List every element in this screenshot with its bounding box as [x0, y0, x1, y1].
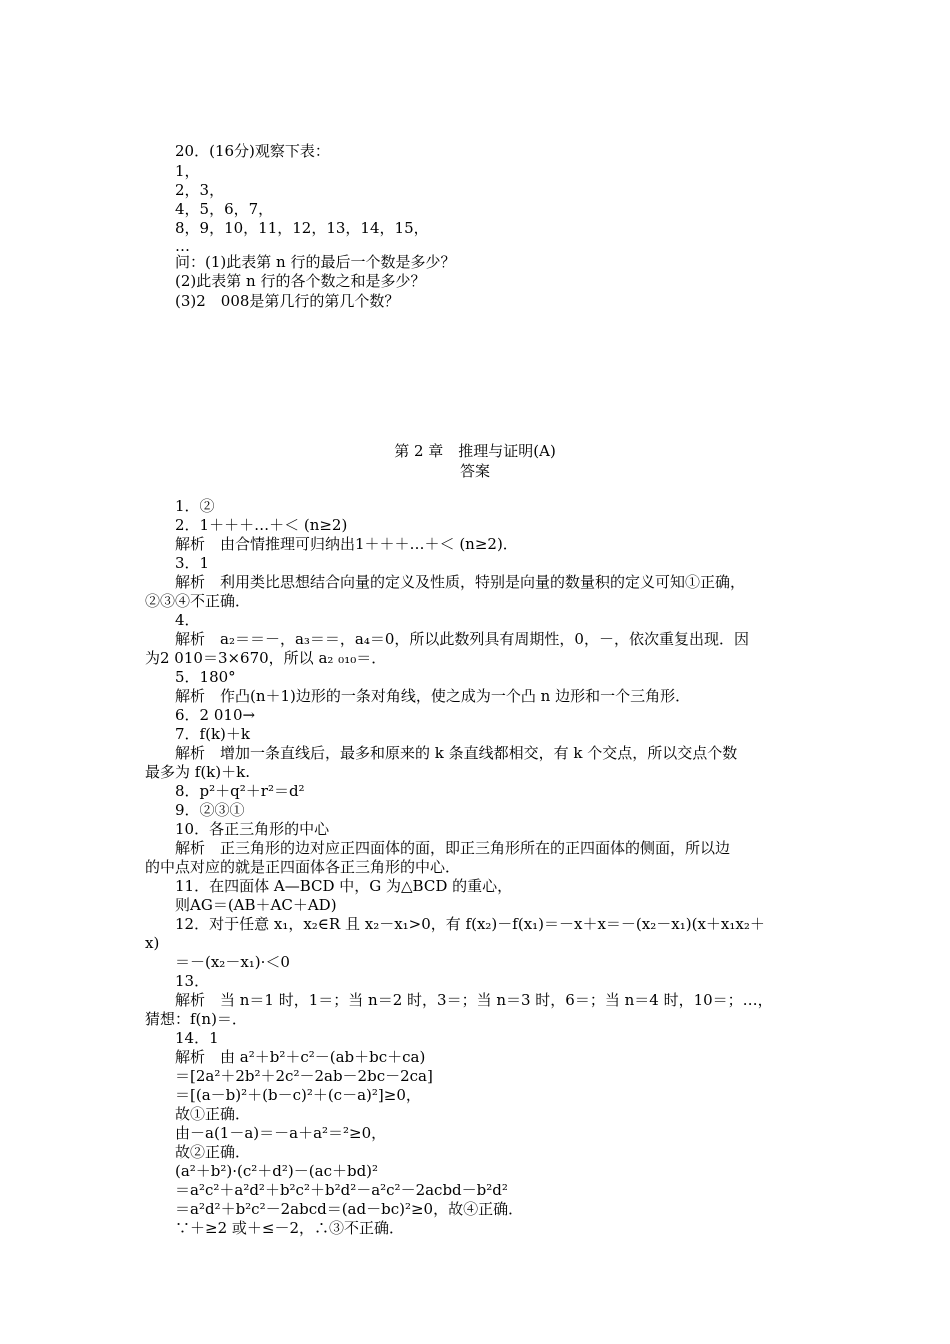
answer-line: 为2 010＝3×670，所以 a₂ ₀₁₀＝．	[145, 649, 387, 667]
answer-line: 8．p²＋q²＋r²＝d²	[175, 782, 305, 800]
answer-line: 10．各正三角形的中心	[175, 820, 330, 838]
answer-line: 1．②	[175, 497, 215, 515]
answer-line: 则AG＝(AB＋AC＋AD)	[175, 896, 337, 914]
answer-line: 解析 当 n＝1 时，1＝；当 n＝2 时，3＝；当 n＝3 时，6＝；当 n＝4 时，10＝；…，	[175, 991, 773, 1009]
question-3: (3)2 008是第几行的第几个数？	[175, 292, 400, 310]
table-row-ellipsis: …	[175, 237, 190, 255]
answer-line: ＝[2a²＋2b²＋2c²－2ab－2bc－2ca]	[175, 1067, 433, 1085]
answer-line: 解析 利用类比思想结合向量的定义及性质，特别是向量的数量积的定义可知①正确，	[175, 573, 746, 591]
question-2: (2)此表第 n 行的各个数之和是多少？	[175, 272, 426, 290]
answer-line: 解析 由 a²＋b²＋c²－(ab＋bc＋ca)	[175, 1048, 426, 1066]
answer-line: 解析 正三角形的边对应正四面体的面，即正三角形所在的正四面体的侧面，所以边	[175, 839, 731, 857]
answer-line: 9．②③①	[175, 801, 245, 819]
table-row-4: 8，9，10，11，12，13，14，15，	[175, 219, 429, 237]
answer-line: 的中点对应的就是正四面体各正三角形的中心．	[145, 858, 461, 876]
answer-line: 3．1	[175, 554, 210, 572]
answers-title: 答案	[459, 462, 490, 480]
chapter-title: 第 2 章 推理与证明(A)	[394, 442, 556, 460]
answer-line: 解析 a₂＝＝－，a₃＝＝，a₄＝0，所以此数列具有周期性，0，－，依次重复出现．因	[175, 630, 749, 648]
answer-line: ＝[(a－b)²＋(b－c)²＋(c－a)²]≥0，	[175, 1086, 421, 1104]
answer-line: 5．180°	[175, 668, 236, 686]
answer-line: 解析 由合情推理可归纳出1＋＋＋…＋＜ (n≥2)．	[175, 535, 518, 553]
answer-line: 6．2 010→	[175, 706, 256, 724]
answer-line: 7．f(k)＋k	[175, 725, 250, 743]
answer-line: 12．对于任意 x₁，x₂∈R 且 x₂－x₁>0，有 f(x₂)－f(x₁)＝－x＋x＝－(x₂－x₁)(x＋x₁x₂＋	[175, 915, 765, 933]
answer-line: 13．	[175, 972, 210, 990]
answer-line: 故①正确．	[175, 1105, 251, 1123]
answer-line: 11．在四面体 A—BCD 中，G 为△BCD 的重心，	[175, 877, 513, 895]
table-row-1: 1，	[175, 162, 200, 180]
answer-line: 14．1	[175, 1029, 219, 1047]
answer-line: ＝－(x₂－x₁)·＜0	[175, 953, 290, 971]
answer-line: 4．	[175, 611, 200, 629]
answer-line: x)	[145, 934, 160, 952]
problem-20-heading: 20．(16分)观察下表：	[175, 142, 330, 160]
answer-line: 猜想：f(n)＝．	[145, 1010, 247, 1028]
answer-line: ＝a²d²＋b²c²－2abcd＝(ad－bc)²≥0，故④正确．	[175, 1200, 524, 1218]
answer-line: 解析 作凸(n＋1)边形的一条对角线，使之成为一个凸 n 边形和一个三角形．	[175, 687, 691, 705]
answer-line: ②③④不正确．	[145, 592, 251, 610]
answer-line: 由－a(1－a)＝－a＋a²＝²≥0，	[175, 1124, 387, 1142]
answer-line: (a²＋b²)·(c²＋d²)－(ac＋bd)²	[175, 1162, 379, 1180]
table-row-2: 2，3，	[175, 181, 225, 199]
answer-line: 解析 增加一条直线后，最多和原来的 k 条直线都相交，有 k 个交点，所以交点个数	[175, 744, 738, 762]
answer-line: 2．1＋＋＋…＋＜ (n≥2)	[175, 516, 348, 534]
answer-line: 故②正确．	[175, 1143, 251, 1161]
answer-line: 最多为 f(k)＋k.	[145, 763, 250, 781]
answer-line: ＝a²c²＋a²d²＋b²c²＋b²d²－a²c²－2acbd－b²d²	[175, 1181, 508, 1199]
table-row-3: 4，5，6，7，	[175, 200, 274, 218]
answer-line: ∵＋≥2 或＋≤－2，∴③不正确．	[175, 1219, 404, 1237]
question-1: 问：(1)此表第 n 行的最后一个数是多少？	[175, 253, 456, 271]
